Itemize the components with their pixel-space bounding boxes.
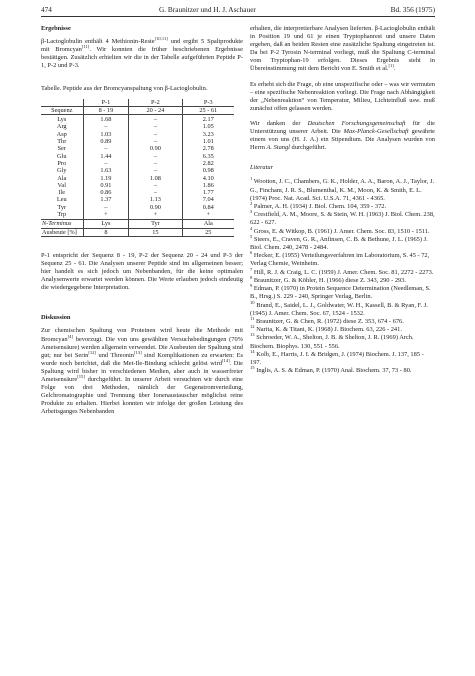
p3-value: 4.10 bbox=[202, 174, 214, 182]
results-text-2: und ergibt 5 Spaltprodukte mit Bromcyan bbox=[41, 38, 244, 54]
reference-number: 15 bbox=[250, 365, 255, 371]
p1-value: 1.63 bbox=[100, 167, 112, 175]
reference-item bbox=[250, 225, 435, 236]
sequence-p2: 20 - 24 bbox=[129, 106, 182, 114]
amino-acid: Ile bbox=[58, 189, 66, 197]
nterminus-p3: Ala bbox=[182, 220, 234, 228]
reference-text: Kolb, E., Harris, J. I. & Bridgen, J. (1974) Biochem. J. 137, 185 - 197. bbox=[250, 350, 424, 366]
amino-acid: Glu bbox=[57, 152, 67, 160]
reference-number: 14 bbox=[250, 348, 255, 354]
amino-acid: Gly bbox=[57, 167, 67, 175]
reference-item bbox=[250, 233, 435, 252]
p3-value: 1.01 bbox=[202, 138, 214, 146]
reference-number: 9 bbox=[250, 283, 253, 288]
table-caption: Tabelle. Peptide aus der Bromcyanspaltung von β-Lactoglobulin. bbox=[41, 85, 208, 93]
p3-value: 3.23 bbox=[202, 130, 214, 138]
reference-number: 10 bbox=[250, 299, 255, 305]
p1-value: – bbox=[104, 145, 108, 153]
table-header-row bbox=[41, 99, 234, 107]
p1-value: – bbox=[104, 203, 108, 211]
reference-number: 4 bbox=[250, 225, 253, 231]
citation-sup: [13] bbox=[133, 349, 142, 355]
yield-label: Ausbeute [%] bbox=[41, 228, 83, 236]
reference-text: Crestfield, A. M., Moore, S. & Stein, W. H. (1963) J. Biol. Chem. 238, 622 - 627. bbox=[250, 211, 435, 227]
p2-value: – bbox=[153, 159, 157, 167]
discussion-text-5: . Die Spaltung wird bisher in verschiedenen Medien, aber auch in wasserfreier Ameisensäure bbox=[41, 359, 243, 384]
citation-sup: [1] bbox=[388, 63, 394, 69]
reference-number: 1 bbox=[250, 176, 253, 182]
p3-value: 0.98 bbox=[202, 167, 214, 175]
reference-text: Narita, K. & Titani, K. (1968) J. Biochem. 63, 226 - 241. bbox=[254, 326, 402, 334]
amino-acid: Trp bbox=[57, 211, 67, 219]
p3-values bbox=[182, 115, 234, 220]
header-authors: G. Braunitzer und H. J. Aschauer bbox=[159, 5, 256, 14]
reference-text: Hill, R. J. & Craig, L. C. (1959) J. Amer. Chem. Soc. 81, 2272 - 2273. bbox=[252, 268, 434, 276]
right-column bbox=[250, 25, 435, 375]
reference-text: Inglis, A. S. & Edman, P. (1970) Anal. Biochem. 37, 73 - 80. bbox=[254, 367, 412, 375]
p1-value: 0.86 bbox=[100, 189, 112, 197]
reference-text: Braunitzer, G. & Köhler, H. (1966) diese Z. 343, 290 - 293. bbox=[252, 276, 407, 284]
p2-value: – bbox=[153, 167, 157, 175]
peptide-table bbox=[41, 99, 234, 237]
results-paragraph bbox=[41, 35, 244, 70]
composition-row bbox=[41, 115, 234, 220]
table-interpretation: P-1 entspricht der Sequenz 8 - 19, P-2 der Sequenz 20 - 24 und P-3 der Sequenz 25 - 61. Die Analysen unserer Peptide sind im allgemeinen besser; hier handelt es sich jedoch um Nebenbanden, für die keine optimalen Analysenwerte erwartet werden können. Die Werte erlauben jedoch eindeutig die wiedergegebene Interpretation. bbox=[41, 251, 243, 292]
reference-text: Wootton, J. C., Chambers, G. K., Holder, A. A., Baron, A. J., Taylor, J. G., Fincham, J. R. S., Blumenthal, K. M., Moon, K. & Smith, E. L. (1974) Proc. Nat. Acad. Sci. U.S.A. 71, 4361 - 4365. bbox=[250, 178, 435, 202]
amino-acid: Lys bbox=[57, 116, 67, 124]
running-header bbox=[41, 4, 435, 16]
discussion-text-2: bevorzugt. Die von uns gewählten Versuchsbedingungen (70% Ameisensäure) werden allgemein verwendet. Die Ausbeuten der Spaltung sind gut; nur bei Serin bbox=[41, 335, 243, 359]
question-paragraph: Es erhebt sich die Frage, ob eine unspezifische oder – was wir vermuten – eine spezifische Nebenreaktion vorliegt. Die Frage nach Abhängigkeit der „Nebenreaktion“ von Temperatur, Milieu, Lichteinfluß usw. muß zunächst offen gelassen werden. bbox=[250, 80, 435, 112]
continued-text: erhalten, die interpretierbare Analysen lieferten. β-Lactoglobulin enthält in Position 19 und 61 je einen Tryptophanrest und unsere Daten ergeben, daß an beiden Resten eine zusätzliche Spaltung eingetreten ist. Da bei P-2 Tyrosin N-terminal vorliegt, muß die Spaltung C-terminal vom Tryptophan-19 erfolgen. Dieses Ergebnis steht in Übereinstimmung mit dem Bericht von E. Smith et al. bbox=[250, 25, 435, 73]
reference-item bbox=[250, 211, 435, 227]
reference-text: Brand, E., Saidel, L. J., Goldwater, W. H., Kassell, B. & Ryan, F. J. (1945) J. Amer. Chem. Soc. 67, 1524 - 1532. bbox=[250, 301, 428, 317]
amino-acid: Thr bbox=[57, 138, 67, 146]
ack-text-2: für die Unterstützung unserer Arbeit. Die bbox=[250, 119, 435, 136]
p1-value: 0.89 bbox=[100, 138, 112, 146]
literature-heading: Literatur bbox=[250, 164, 274, 172]
p2-values bbox=[129, 115, 182, 220]
sequence-row bbox=[41, 106, 234, 114]
p2-value: – bbox=[153, 152, 157, 160]
yield-p2: 15 bbox=[129, 228, 182, 236]
reference-item bbox=[250, 334, 435, 350]
reference-number: 11 bbox=[250, 315, 255, 321]
p2-value: 0.90 bbox=[149, 203, 161, 211]
nterminus-row bbox=[41, 220, 234, 228]
sequence-p1: 8 - 19 bbox=[83, 106, 129, 114]
citation-sup: [11] bbox=[81, 44, 90, 50]
amino-acid: Arg bbox=[56, 123, 67, 131]
reference-text: Edman, P. (1970) in Protein Sequence Determination (Needleman, S. B., Hrsg.) S. 229 - 240, Springer Verlag, Berlin. bbox=[250, 285, 431, 301]
p1-values bbox=[83, 115, 129, 220]
p3-value: 6.35 bbox=[202, 152, 214, 160]
reference-number: 12 bbox=[250, 324, 255, 330]
citation-sup: [15] bbox=[77, 373, 85, 379]
p3-value: 1.86 bbox=[202, 181, 214, 189]
yield-row bbox=[41, 228, 234, 236]
p2-value: 1.13 bbox=[149, 196, 161, 204]
reference-item bbox=[250, 274, 435, 285]
p1-value: 1.19 bbox=[100, 174, 112, 182]
amino-acid: Tyr bbox=[57, 203, 67, 211]
amino-acid: Pro bbox=[57, 159, 67, 167]
reference-text: Palmer, A. H. (1934) J. Biol. Chem. 104, 359 - 372. bbox=[252, 202, 387, 210]
results-text-1: β-Lactoglobulin enthält 4 Methionin-Reste bbox=[41, 38, 155, 46]
yield-p1: 8 bbox=[83, 228, 129, 236]
p2-value: 0.90 bbox=[149, 145, 161, 153]
reference-number: 2 bbox=[250, 200, 253, 206]
reference-number: 13 bbox=[250, 332, 255, 338]
reference-item bbox=[250, 367, 435, 375]
reference-number: 7 bbox=[250, 266, 253, 272]
ack-mpg: Max-Planck-Gesellschaft bbox=[343, 128, 409, 136]
reference-item bbox=[250, 178, 435, 202]
reference-list bbox=[250, 178, 435, 375]
col-header-p2: P-2 bbox=[129, 99, 182, 107]
p2-value: – bbox=[153, 181, 157, 189]
reference-number: 6 bbox=[250, 250, 253, 256]
p1-value: + bbox=[104, 211, 108, 219]
amino-acid: Asp bbox=[56, 130, 67, 138]
ack-person: A. Stangl bbox=[266, 144, 290, 152]
reference-item bbox=[250, 266, 435, 277]
ack-text-1: Wir danken der bbox=[250, 119, 308, 127]
discussion-text-1: Zur chemischen Spaltung von Proteinen wird heute die Methode mit Bromcyan bbox=[41, 327, 243, 343]
discussion-text-3: und Threonin bbox=[96, 351, 134, 359]
reference-number: 8 bbox=[250, 274, 253, 280]
discussion-text-4: sind Komplikationen zu erwarten: Es wurde noch berichtet, daß die Met-Ile-Bindung schlecht gelöst wird bbox=[41, 351, 243, 367]
amino-acid: Val bbox=[57, 181, 66, 189]
p2-value: – bbox=[153, 189, 157, 197]
p3-value: 2.17 bbox=[202, 116, 214, 124]
col-header-p3: P-3 bbox=[182, 99, 234, 107]
p3-value: 2.82 bbox=[202, 159, 214, 167]
reference-text: Gross, E. & Witkop, B. (1961) J. Amer. Chem. Soc. 83, 1510 - 1511. bbox=[252, 227, 430, 235]
p3-value: 2.78 bbox=[202, 145, 214, 153]
amino-acid: Ala bbox=[57, 174, 67, 182]
discussion-paragraph bbox=[41, 327, 243, 416]
discussion-heading: Diskussion bbox=[41, 314, 71, 322]
p2-value: + bbox=[153, 211, 158, 219]
nterminus-p1: Lys bbox=[83, 220, 129, 228]
reference-item bbox=[250, 285, 435, 301]
nterminus-label: N-Terminus bbox=[41, 220, 83, 228]
amino-acid: Ser bbox=[57, 145, 66, 153]
yield-p3: 25 bbox=[182, 228, 234, 236]
citation-sup: [14] bbox=[221, 357, 230, 363]
table-corner bbox=[41, 99, 83, 107]
citation-sup: [10,11] bbox=[154, 35, 168, 41]
p1-value: 0.91 bbox=[100, 181, 112, 189]
p3-value: + bbox=[206, 211, 211, 219]
p2-value: – bbox=[153, 138, 157, 146]
p2-value: 1.08 bbox=[149, 174, 161, 182]
p3-value: 7.04 bbox=[202, 196, 214, 204]
reference-number: 5 bbox=[250, 233, 253, 239]
header-rule bbox=[41, 16, 435, 17]
sequence-p3: 25 - 61 bbox=[182, 106, 234, 114]
p1-value: – bbox=[104, 159, 108, 167]
p1-value: 1.37 bbox=[100, 196, 112, 204]
reference-text: Braunitzer, G. & Chen, R. (1972) diese Z. 353, 674 - 676. bbox=[254, 317, 404, 325]
reference-text: Schroeder, W. A., Shelton, J. B. & Shelton, J. R. (1969) Arch. Biochem. Biophys. 130, 551 - 556. bbox=[250, 334, 414, 350]
sequence-label: Sequenz bbox=[51, 106, 73, 114]
p3-value: 1.77 bbox=[202, 189, 214, 197]
left-column bbox=[41, 25, 243, 417]
reference-item bbox=[250, 200, 435, 211]
amino-acid-names bbox=[41, 115, 83, 220]
continued-paragraph bbox=[250, 25, 435, 74]
p2-value: – bbox=[153, 130, 157, 138]
p1-value: 1.68 bbox=[100, 116, 112, 124]
reference-item bbox=[250, 252, 435, 268]
acknowledgement-paragraph bbox=[250, 120, 435, 152]
reference-item bbox=[250, 348, 435, 367]
discussion-text-6: durchgeführt. In unserer Arbeit versuchten wir durch eine Folge von drei Methoden, nämlich der Gegenstromverteilung, Gelchromatographie und Trennung über Ionenaustauscher möglichst reine Produkte zu erhalten. Hierbei konnten wir infolge der großen Leistung des Arbeitsganges Nebenbanden bbox=[41, 376, 243, 416]
continued-end: . bbox=[393, 65, 396, 73]
reference-text: Steers, E., Craven, G. R., Anfinsen, C. B. & Bethune, J. L. (1965) J. Biol. Chem. 240, 2478 - 2484. bbox=[250, 235, 428, 251]
ack-text-3: gewährte einem von uns (H. J. A.) ein Stipendium. Die Analysen wurden von Herrn bbox=[250, 128, 435, 152]
nterminus-p2: Tyr bbox=[129, 220, 182, 228]
ack-dfg: Deutschen Forschungsgemeinschaft bbox=[307, 119, 406, 127]
p3-value: 1.05 bbox=[202, 123, 214, 131]
p2-value: – bbox=[153, 123, 157, 131]
results-text-3: . Wir konnten die früher beschriebenen Ergebnisse bestätigen. Zusätzlich erhielten wir die in der Tabelle aufgeführten Peptide P-1, P-2 und P-3. bbox=[41, 46, 243, 70]
p2-value: – bbox=[153, 116, 157, 124]
citation-sup: [4] bbox=[67, 333, 73, 339]
header-volume: Bd. 356 (1975) bbox=[390, 5, 435, 14]
ack-text-4: durchgeführt. bbox=[289, 144, 327, 152]
reference-text: Hecker, E. (1955) Verteilungsverfahren im Laboratorium, S. 45 - 72, Verlag Chemie, Weinheim. bbox=[250, 252, 430, 268]
p1-value: 1.44 bbox=[100, 152, 112, 160]
reference-item bbox=[250, 299, 435, 318]
reference-number: 3 bbox=[250, 209, 253, 215]
p3-value: 0.84 bbox=[202, 203, 214, 211]
results-heading: Ergebnisse bbox=[41, 25, 71, 32]
amino-acid: Leu bbox=[56, 196, 67, 204]
reference-item bbox=[250, 315, 435, 326]
p1-value: – bbox=[104, 123, 108, 131]
citation-sup: [12] bbox=[88, 349, 96, 355]
p1-value: 1.03 bbox=[100, 130, 112, 138]
page-number: 474 bbox=[41, 5, 52, 14]
col-header-p1: P-1 bbox=[83, 99, 129, 107]
